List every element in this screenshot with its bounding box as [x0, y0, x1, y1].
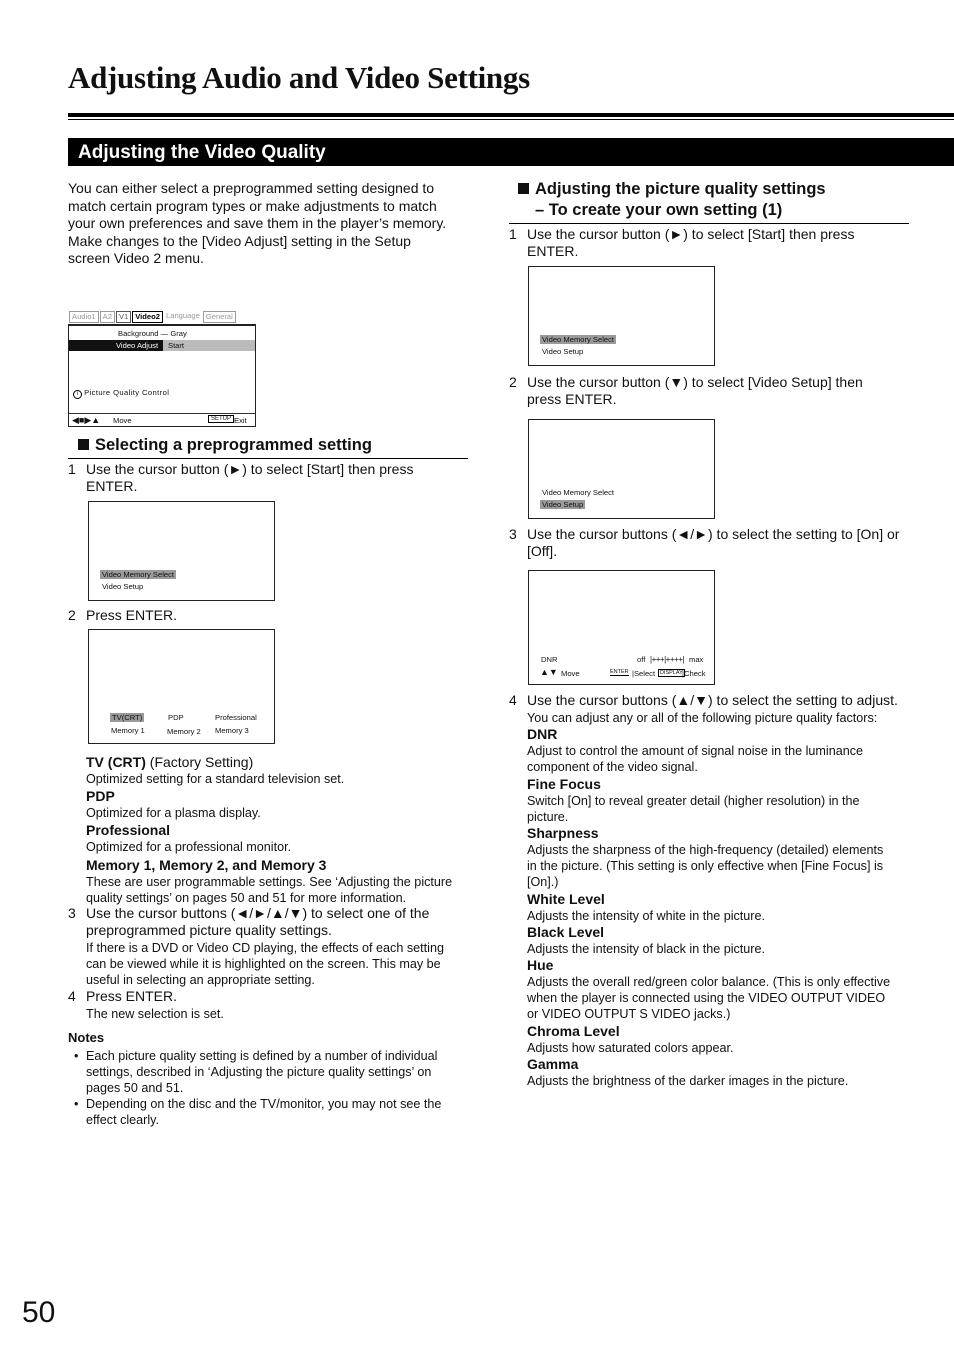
factor-hue: Hue: [527, 957, 554, 974]
title-rule-thin: [68, 119, 954, 120]
factor-desc: Adjusts the intensity of black in the picture.: [527, 941, 766, 956]
setup-key: SETUP: [208, 415, 234, 423]
left-step-4: 4 Press ENTER.: [68, 988, 178, 1004]
info-icon: i: [73, 390, 82, 399]
exit-label: Exit: [234, 416, 247, 425]
picture-factors-list: [527, 710, 927, 1089]
note-1: • Each picture quality setting is defined by a number of individual settings, described in ‘Adjusting the picture quality settings’ on pages 50 and 51.: [74, 1049, 438, 1096]
option-pdp: PDP: [86, 788, 115, 805]
enter-key: ENTER: [610, 669, 629, 675]
video-adjust-label: Video Adjust: [116, 341, 159, 350]
video-setup-item: Video Setup: [542, 347, 584, 356]
factor-gamma: Gamma: [527, 1055, 579, 1072]
intro-line: Make changes to the [Video Adjust] setting in the Setup: [68, 232, 411, 249]
move-label: Move: [561, 669, 580, 678]
left-step-3: 3 Use the cursor buttons (◄/►/▲/▼) to select one of the preprogrammed picture quality settings.: [68, 905, 430, 939]
title-rule: [68, 113, 954, 117]
factor-sharpness: Sharpness: [527, 825, 599, 842]
move-label: Move: [113, 416, 132, 425]
left-subheading: Selecting a preprogrammed setting: [78, 435, 372, 456]
option-desc: Optimized for a plasma display.: [86, 806, 261, 821]
factor-desc: Adjusts the overall red/green color balance. (This is only effective when the player is connected using the VIDEO OUTPUT VIDEO or VIDEO OUTPUT S VIDEO jacks.): [527, 975, 891, 1022]
factor-dnr: DNR: [527, 726, 558, 743]
note-2: • Depending on the disc and the TV/monitor, you may not see the effect clearly.: [74, 1097, 442, 1128]
factor-white-level: White Level: [527, 890, 605, 907]
left-step-1: 1 Use the cursor button (►) to select [Start] then press ENTER.: [68, 461, 414, 495]
info-line: i Picture Quality Control: [73, 388, 169, 399]
video-setup-item: Video Setup: [542, 500, 584, 509]
select-label: |Select: [632, 669, 656, 678]
option-tv-crt: TV (CRT) (Factory Setting): [86, 754, 254, 770]
factor-desc: Adjusts the intensity of white in the picture.: [527, 908, 766, 923]
up-down-arrows-icon: ▲▼: [540, 667, 558, 677]
factor-desc: Adjusts how saturated colors appear.: [527, 1040, 734, 1055]
left-step-2: 2 Press ENTER.: [68, 607, 178, 623]
right-step-2: 2 Use the cursor button (▼) to select [Video Setup] then press ENTER.: [509, 374, 863, 408]
cursor-arrows-icon: ◀■▶▲: [72, 415, 101, 425]
right-screen-3: [528, 570, 715, 685]
tab-video2: Video2: [132, 311, 163, 323]
intro-line: match certain program types or make adjustments to match: [68, 197, 437, 214]
square-bullet-icon: [78, 439, 89, 450]
right-subheading-rule: [509, 223, 909, 224]
tab-a2: A2: [100, 311, 115, 323]
left-step-3-desc: If there is a DVD or Video CD playing, the effects of each setting can be viewed while it is highlighted on the screen. This may be useful in selecting an appropriate setting.: [86, 941, 444, 988]
tab-language: Language: [166, 311, 200, 320]
setup-screen-illustration: [68, 311, 257, 426]
right-screen-2: [528, 419, 715, 519]
section-title: Adjusting the Video Quality: [68, 138, 954, 166]
intro-paragraph: [68, 180, 468, 268]
tv-crt-option: TV(CRT): [112, 713, 143, 722]
memory-1-option: Memory 1: [111, 726, 145, 735]
video-memory-select-item: Video Memory Select: [542, 335, 615, 344]
option-desc: These are user programmable settings. See ‘Adjusting the picture quality settings’ on pages 50 and 51 for more information.: [86, 874, 453, 905]
memory-2-option: Memory 2: [167, 727, 201, 736]
right-step-1: 1 Use the cursor button (►) to select [Start] then press ENTER.: [509, 226, 855, 260]
option-desc: Optimized for a professional monitor.: [86, 840, 292, 855]
factor-black-level: Black Level: [527, 923, 605, 940]
factor-desc: Switch [On] to reveal greater detail (higher resolution) in the picture.: [527, 793, 860, 824]
right-step-3: 3 Use the cursor buttons (◄/►) to select the setting to [On] or [Off].: [509, 526, 900, 560]
dnr-slider: |+++|++++|: [650, 655, 684, 664]
setup-tabs: [69, 311, 237, 323]
display-key: DISPLAY: [660, 670, 683, 676]
left-subheading-rule: [68, 458, 468, 459]
intro-line: You can either select a preprogrammed setting designed to: [68, 180, 435, 196]
factor-fine-focus: Fine Focus: [527, 775, 601, 792]
right-screen-1: [528, 266, 715, 366]
background-row: Background — Gray: [118, 329, 187, 338]
factor-chroma-level: Chroma Level: [527, 1022, 620, 1039]
left-step-4-desc: The new selection is set.: [86, 1007, 224, 1021]
page-number: 50: [22, 1296, 56, 1329]
intro-line: your own preferences and save them in the player’s memory.: [68, 215, 447, 232]
off-label: off: [637, 655, 646, 664]
intro-line: screen Video 2 menu.: [68, 250, 204, 267]
dnr-label: DNR: [541, 655, 558, 664]
tab-v1: V1: [116, 311, 131, 323]
left-options-list: [86, 753, 470, 906]
factor-desc: Adjusts the sharpness of the high-frequency (detailed) elements in the picture. (This setting is only effective when [Fine Focus] is [On].): [527, 843, 884, 890]
left-screen-2: [88, 629, 275, 744]
right-step-4: 4 Use the cursor buttons (▲/▼) to select the setting to adjust.: [509, 692, 898, 708]
start-label: Start: [168, 341, 185, 350]
step-4-desc: You can adjust any or all of the following picture quality factors:: [527, 711, 878, 725]
memory-3-option: Memory 3: [215, 726, 249, 735]
tab-audio1: Audio1: [69, 311, 99, 323]
check-label: |Check: [682, 669, 706, 678]
page-title: Adjusting Audio and Video Settings: [68, 60, 530, 95]
video-memory-select-item: Video Memory Select: [542, 488, 615, 497]
setup-screen-frame: [68, 324, 256, 427]
factor-desc: Adjusts the brightness of the darker images in the picture.: [527, 1073, 849, 1088]
option-professional: Professional: [86, 822, 171, 839]
video-adjust-row: [69, 340, 255, 351]
pdp-option: PDP: [168, 713, 184, 722]
professional-option: Professional: [215, 713, 257, 722]
video-memory-select-item: Video Memory Select: [102, 570, 175, 579]
left-screen-1: [88, 501, 275, 601]
option-memory: Memory 1, Memory 2, and Memory 3: [86, 856, 327, 873]
right-subheading: Adjusting the picture quality settings – To create your own setting (1): [518, 179, 826, 221]
square-bullet-icon: [518, 183, 529, 194]
notes-title: Notes: [68, 1030, 105, 1045]
factor-desc: Adjust to control the amount of signal noise in the luminance component of the video signal.: [527, 744, 864, 775]
video-setup-item: Video Setup: [102, 582, 144, 591]
tab-general: General: [203, 311, 236, 323]
option-desc: Optimized setting for a standard television set.: [86, 772, 345, 786]
max-label: max: [689, 655, 704, 664]
